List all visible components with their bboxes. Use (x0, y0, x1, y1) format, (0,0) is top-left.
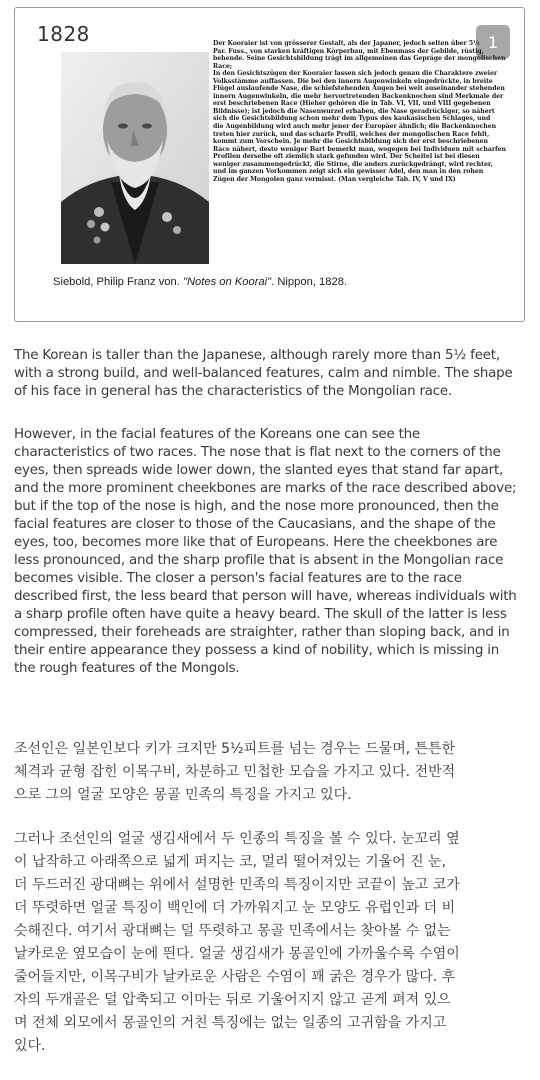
page-number-badge[interactable]: 1 (476, 25, 510, 59)
citation-publication: . Nippon, 1828. (271, 276, 348, 288)
english-paragraph-2: However, in the facial features of the Koreans one can see the characteristics of two races. The nose that is flat next to the corners of the eyes, then spreads wide lower down, the slanted eyes that stand far apart, and the more prominent cheekbones are marks of the race described above; but if the top of the nose is high, and the nose more pronounced, then the facial features are closer to those of the Caucasians, and the shape of the eyes, too, becomes more like that of Europeans. Here the cheekbones are less pronounced, and the sharp profile that is absent in the Mongolian race becomes visible. The closer a person's facial features are to the race described first, the less beard that person will have, whereas individuals with a sharp profile often have quite a heavy beard. The skull of the latter is less compressed, their foreheads are straighter, rather than sloping back, and in their entire appearance they possess a kind of nobility, which is missing in the rough features of the Mongols. (14, 427, 517, 676)
source-citation (53, 276, 347, 288)
siebold-portrait (61, 52, 209, 264)
korean-paragraph-2: 그러나 조선인의 얼굴 생김새에서 두 인종의 특징을 볼 수 있다. 눈꼬리 옆 이 납작하고 아래쪽으로 넓게 퍼지는 코, 멀리 떨어져있는 기울어 진 눈, 더 두드러진 광대뼈는 위에서 설명한 민족의 특징이지만 코끝이 높고 코가 더 뚜렷하면 얼굴 특징이 백인에 더 가까워지고 눈 모양도 유럽인과 더 비 슷해진다. 여기서 광대뼈는 덜 뚜렷하고 몽골 민족에서는 찾아볼 수 없는 날카로운 옆모습이 눈에 띈다. 얼굴 생김새가 몽골인에 가까울수록 수염이 줄어들지만, 이목구비가 날카로운 사람은 수염이 꽤 굵은 경우가 많다. 후 자의 두개골은 덜 압축되고 이마는 뒤로 기울어지지 않고 곧게 펴져 있으 며 전체 외모에서 몽골인의 거친 특징에는 없는 일종의 고귀함을 가지고 있다. (14, 831, 460, 1054)
citation-author: Siebold, Philip Franz von. (53, 276, 183, 288)
year-label: 1828 (37, 22, 90, 46)
english-paragraph-1: The Korean is taller than the Japanese, although rarely more than 5½ feet, with a strong build, and well-balanced features, calm and nimble. The shape of his face in general has the characteristics of the Mongolian race. (14, 348, 513, 399)
citation-title: "Notes on Koorai" (182, 276, 272, 288)
german-source-text: Der Kooraier ist von grösserer Gestalt, als der Japaner, jedoch selten über 5½ Par. Fuss., von starken kräftigen Körperbau, mit Ebenmass der Gebilde, rüstig, behende. Seine Gesichtsbildung trägt im allgemeinen das Gepräge der mongolischen Race; In den Gesichtszügen der Kooraier lassen sich jedoch genau die Charaktere zweier Volksstämme auffassen. Die bei den innern Augenwinkeln eingedrückte, in breite Flügel auslaufende Nase, die schiefstehenden Augen bei weit auseinander stehenden innern Augenwinkeln, die mehr hervortretenden Backenknochen sind Merkmale der erst beschriebenen Race (Hieher gehören die in Tab. VI, VII, und VIII gegebenen Bildnisse); ist jedoch die Nasenwurzel erhaben, die Nase geradrückiger, so nähert sich die Gesichtsbildung schon mehr dem Typus des kaukasischen Schlages, und die Augenbildung wird auch mehr jener der Europäer ähnlich; die Backenknochen treten hier zurück, und das scharfe Profil, welches der mongolischen Race fehlt, kommt zum Vorschein. Je mehr die Gesichtsbildung sich der erst beschriebenen Race nähert, desto weniger Bart bemerkt man, wogegen bei Individuen mit scharfen Profilen derselbe oft ziemlich stark gefunden wird. Der Scheitel ist bei diesen weniger zusammengedrückt, die Stirne, die anders zurückgedrängt, wird rechter, und im ganzen Vorkommen zeigt sich ein gewisser Adel, den man in den rohen Zügen der Mongolen ganz vermisst. (Man vergleiche Tab. IV, V und IX) (213, 40, 506, 183)
document-card (14, 7, 525, 322)
korean-paragraph-1: 조선인은 일본인보다 키가 크지만 5½피트를 넘는 경우는 드물며, 튼튼한 체격과 균형 잡힌 이목구비, 차분하고 민첩한 모습을 가지고 있다. 전반적 으로 그의 얼굴 모양은 몽골 민족의 특징을 가지고 있다. (14, 741, 456, 803)
